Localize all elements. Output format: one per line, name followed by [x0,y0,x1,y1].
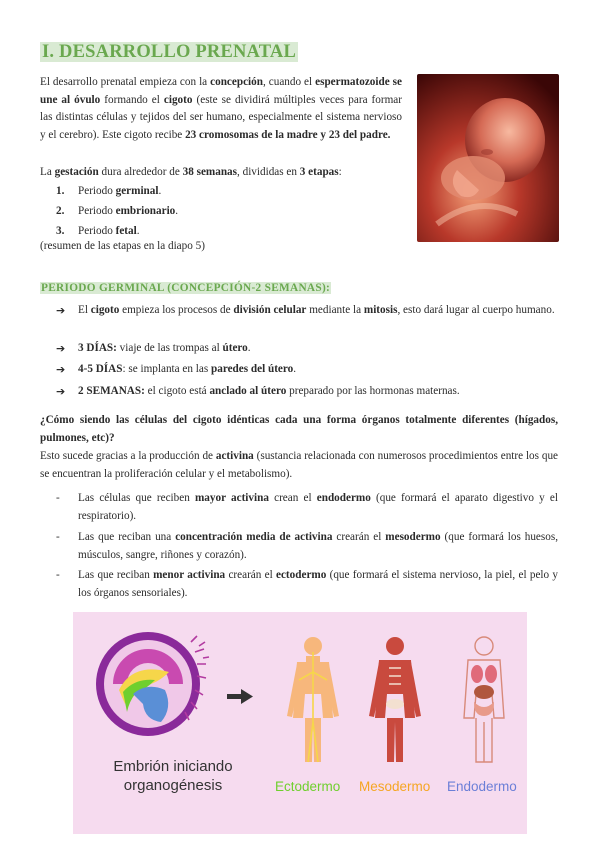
stage-text: Periodo [78,185,116,197]
stage-text: Periodo [78,205,116,217]
figure-caption-line: Embrión iniciando [113,758,233,775]
page-title-text: I. DESARROLLO PRENATAL [42,42,297,62]
stage-text: Periodo [78,225,116,237]
item-bold: paredes del útero [211,363,294,375]
germ-layers-figure [73,612,527,834]
figure-arrow-icon [227,689,253,704]
stage-bold: embrionario [115,205,176,217]
item-bold: 2 SEMANAS: [78,385,145,397]
gestation-text: , divididas en [237,166,300,178]
intro-bold: concepción [210,76,263,88]
stage-text: . [158,185,162,197]
stage-text: . [175,205,179,217]
layer-text: (que formará los huesos, músculos, sangre, riñones y corazón). [78,531,558,561]
intro-text: (este se dividirá múltiples veces para formar las distintas células y tejidos del ser humano, especialmente el sistema nervioso y el cerebro). Este cigoto recibe [40,93,402,141]
gestation-bold: gestación [54,166,99,178]
ectodermo-label: Ectodermo [275,779,341,794]
layer-item-endodermo [56,490,558,525]
mesodermo-label: Mesodermo [359,779,431,794]
layer-item-mesodermo [56,529,558,564]
gestation-bold: 38 semanas [182,166,237,178]
arrow-bullet-icon: ➔ [56,385,66,398]
item-text: preparado por las hormonas maternas. [286,385,460,397]
dash-bullet: - [56,492,60,504]
stage-number: 1. [56,185,65,197]
item-text: el cigoto está [144,385,210,397]
endodermo-label: Endodermo [447,779,517,794]
germinal-item-cigoto [56,302,556,320]
item-bold: anclado al útero [209,385,287,397]
gestation-text: La [40,166,55,178]
mesoderm-body-figure [369,637,421,762]
figure-caption [93,757,253,795]
layer-text: crean el [268,492,317,504]
activina-text: (sustancia relacionada con numerosos procedimientos entre los que se encuentran la proliferación celular y el metabolismo). [40,450,558,480]
arrow-bullet-icon: ➔ [56,304,66,317]
layer-bold: menor activina [153,569,226,581]
figure-caption-line: organogénesis [123,777,223,794]
intro-bold: cigoto [163,93,193,106]
page-title [40,42,298,63]
intro-text: El desarrollo prenatal empieza con la [40,76,211,88]
layer-bold: ectodermo [276,569,327,581]
arrow-bullet-icon: ➔ [56,363,66,376]
layer-text: Las que reciban una [78,531,176,543]
item-bold: 3 DÍAS: [78,342,117,354]
item-bold: mitosis [363,304,398,316]
item-bold: útero [222,342,248,354]
item-bold: división celular [233,304,307,316]
item-text: : se implanta en las [122,363,211,375]
item-text: , esto dará lugar al cuerpo humano. [397,304,555,316]
stage-list-item [56,183,161,201]
activina-bold: activina [215,450,254,462]
germinal-heading-text: PERIODO GERMINAL (CONCEPCIÓN-2 SEMANAS): [41,282,331,294]
stage-text: . [136,225,140,237]
embryo-diagram [96,632,209,736]
item-text: El [78,304,91,316]
intro-paragraph [40,74,402,144]
intro-text: , cuando el [262,76,316,88]
layer-text: (que formará el aparato digestivo y el respiratorio). [78,492,558,522]
item-text: viaje de las trompas al [116,342,223,354]
intro-text: formando el [100,93,164,106]
stage-number: 3. [56,225,65,237]
germinal-item-2-semanas [56,383,556,401]
item-bold: cigoto [90,304,120,316]
item-bold: 4-5 DÍAS [78,363,123,375]
germinal-heading [40,282,331,294]
layer-text: crearán el [332,531,386,543]
dash-bullet: - [56,531,60,543]
dash-bullet: - [56,569,60,581]
endoderm-body-figure [464,637,504,762]
layer-bold: endodermo [316,492,371,504]
fetus-illustration [417,74,559,242]
layer-text: Las células que reciben [78,492,195,504]
stage-list-item [56,203,178,221]
intro-bold: 23 cromosomas de la madre y 23 del padre. [185,128,391,141]
stage-bold: germinal [115,185,159,197]
layer-text: (que formará el sistema nervioso, la piel, el pelo y los órganos sensoriales). [78,569,558,599]
fetus-photo [417,74,559,242]
activina-text: Esto sucede gracias a la producción de [40,450,216,462]
question-heading: ¿Cómo siendo las células del cigoto idénticas cada una forma órganos totalmente diferentes (hígados, pulmones, etc)? [40,414,558,444]
stage-number: 2. [56,205,65,217]
layer-text: crearán el [225,569,276,581]
layer-bold: concentración media de activina [175,531,333,543]
germinal-item-4-5-dias [56,361,556,379]
layer-bold: mayor activina [194,492,269,504]
item-text: empieza los procesos de [119,304,234,316]
gestation-paragraph [40,164,402,182]
germinal-item-3-dias [56,340,556,358]
ectoderm-body-figure [287,637,339,762]
gestation-text: dura alrededor de [98,166,183,178]
activina-paragraph [40,448,558,483]
layer-text: Las que reciban [78,569,154,581]
gestation-bold: 3 etapas [299,166,339,178]
intro-bold: espermatozoide se une al óvulo [40,76,402,106]
item-text: mediante la [306,304,364,316]
item-text: . [293,363,297,375]
item-text: . [247,342,251,354]
gestation-text: : [338,166,342,178]
arrow-bullet-icon: ➔ [56,342,66,355]
layer-bold: mesodermo [385,531,441,543]
resumen-note: (resumen de las etapas en la diapo 5) [40,240,205,252]
stage-bold: fetal [115,225,137,237]
layer-item-ectodermo [56,567,558,602]
figure-illustration [73,612,527,834]
